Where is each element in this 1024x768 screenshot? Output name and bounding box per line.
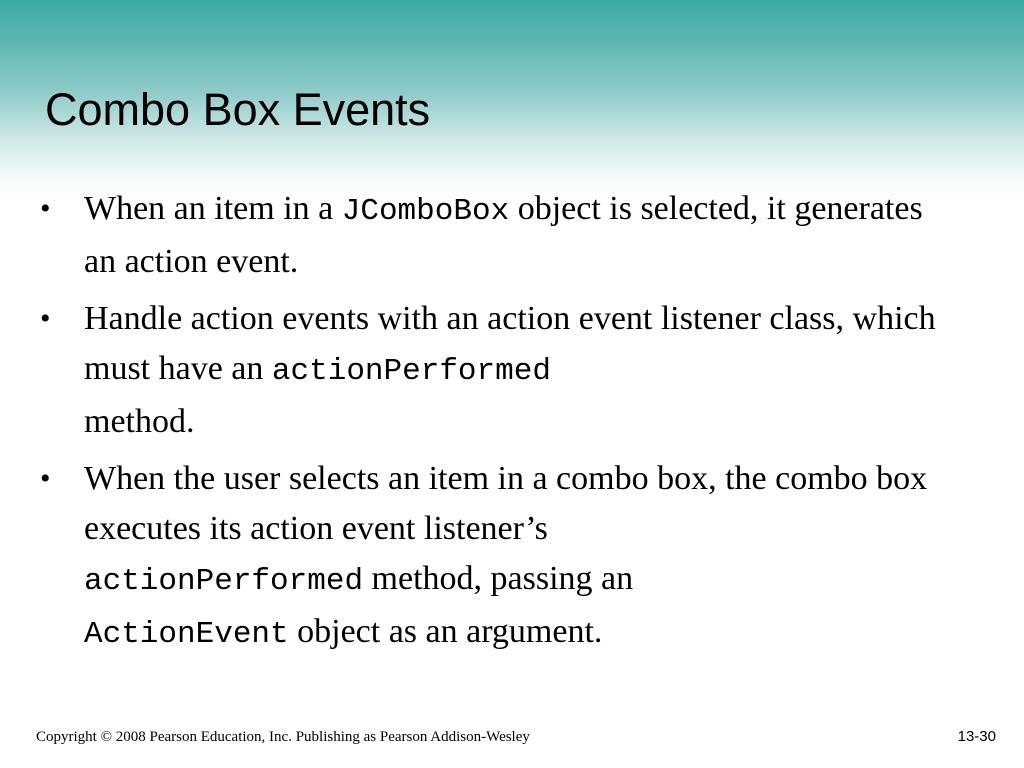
bullet-text: method. bbox=[84, 403, 195, 440]
bullet-item bbox=[0, 454, 1024, 660]
code-class-name: JComboBox bbox=[341, 194, 510, 229]
page-number: 13-30 bbox=[957, 728, 996, 745]
code-class-name: ActionEvent bbox=[84, 617, 289, 652]
code-method-name: actionPerformed bbox=[84, 564, 364, 599]
bullet-list bbox=[0, 184, 1024, 660]
bullet-item bbox=[0, 184, 1024, 287]
footer-copyright: Copyright © 2008 Pearson Education, Inc. Publishing as Pearson Addison-Wesley bbox=[36, 729, 530, 745]
bullet-text: When an item in a bbox=[84, 190, 342, 227]
bullet-icon: • bbox=[40, 192, 51, 225]
bullet-icon: • bbox=[40, 462, 51, 495]
bullet-icon: • bbox=[40, 302, 51, 335]
bullet-text: method, passing an bbox=[363, 560, 634, 597]
bullet-item bbox=[0, 294, 1024, 447]
bullet-text: object as an argument. bbox=[288, 613, 603, 650]
slide-title: Combo Box Events bbox=[45, 84, 431, 135]
code-method-name: actionPerformed bbox=[271, 354, 551, 389]
bullet-text: When the user selects an item in a combo box, the combo box executes its action event listener’s bbox=[84, 460, 928, 547]
bullet-text: Handle action events with an action event listener class, which must have an bbox=[84, 300, 936, 387]
bullet-text: object is selected, it generates an action event. bbox=[84, 190, 923, 280]
